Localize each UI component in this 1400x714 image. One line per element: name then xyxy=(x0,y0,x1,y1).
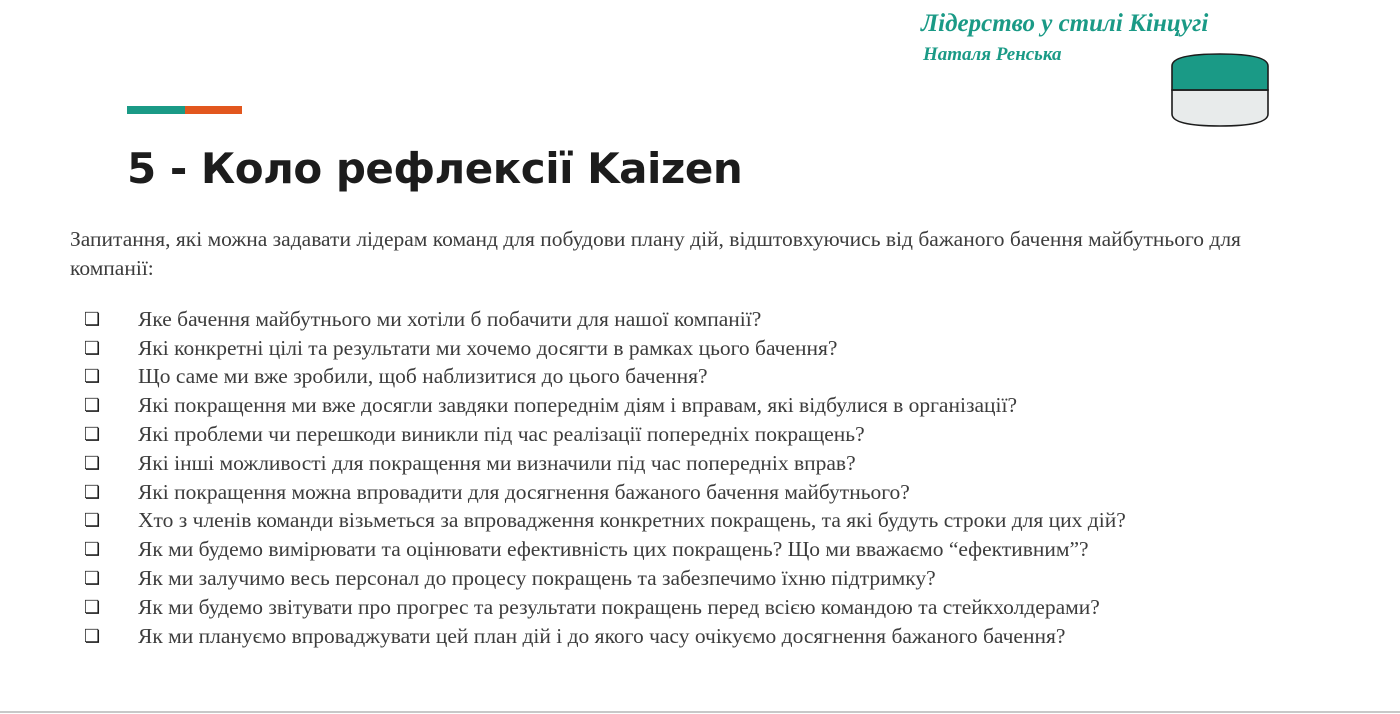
question-text: Як ми плануємо впроваджувати цей план дій і до якого часу очікуємо досягнення бажаного бачення? xyxy=(138,623,1066,648)
checkbox-icon: ❏ xyxy=(84,337,101,359)
checkbox-icon: ❏ xyxy=(84,424,101,446)
list-item xyxy=(84,622,1126,651)
question-text: Які покращення можна впровадити для досягнення бажаного бачення майбутнього? xyxy=(138,479,910,504)
question-list xyxy=(84,305,1126,651)
list-item xyxy=(84,564,1126,593)
checkbox-icon: ❏ xyxy=(84,568,101,590)
list-item xyxy=(84,305,1126,334)
logo-bottom-half xyxy=(1172,90,1268,126)
slide-title: 5 - Коло рефлексії Kaizen xyxy=(127,144,743,193)
list-item xyxy=(84,449,1126,478)
checkbox-icon: ❏ xyxy=(84,308,101,330)
list-item xyxy=(84,593,1126,622)
question-text: Як ми будемо вимірювати та оцінювати ефективність цих покращень? Що ми вважаємо “ефективним”? xyxy=(138,537,1089,562)
list-item xyxy=(84,478,1126,507)
checkbox-icon: ❏ xyxy=(84,366,101,388)
checkbox-icon: ❏ xyxy=(84,625,101,647)
list-item xyxy=(84,363,1126,392)
logo-top-half xyxy=(1172,54,1268,90)
checkbox-icon: ❏ xyxy=(84,510,101,532)
question-text: Які проблеми чи перешкоди виникли під час реалізації попередніх покращень? xyxy=(138,422,865,447)
checkbox-icon: ❏ xyxy=(84,395,101,417)
checkbox-icon: ❏ xyxy=(84,452,101,474)
checkbox-icon: ❏ xyxy=(84,481,101,503)
checkbox-icon: ❏ xyxy=(84,539,101,561)
list-item xyxy=(84,391,1126,420)
logo-icon xyxy=(1168,50,1272,132)
accent-bar-teal xyxy=(127,106,185,114)
bottom-divider xyxy=(0,711,1400,713)
accent-bar xyxy=(127,106,242,114)
question-text: Як ми залучимо весь персонал до процесу покращень та забезпечимо їхню підтримку? xyxy=(138,566,936,591)
accent-bar-orange xyxy=(185,106,242,114)
list-item xyxy=(84,334,1126,363)
author-name: Наталя Ренська xyxy=(923,44,1062,65)
question-text: Які інші можливості для покращення ми визначили під час попередніх вправ? xyxy=(138,450,856,475)
question-text: Які конкретні цілі та результати ми хочемо досягти в рамках цього бачення? xyxy=(138,335,838,360)
question-text: Хто з членів команди візьметься за впровадження конкретних покращень, та які будуть строки для цих дій? xyxy=(138,508,1126,533)
list-item xyxy=(84,535,1126,564)
question-text: Що саме ми вже зробили, щоб наблизитися до цього бачення? xyxy=(138,364,708,389)
question-text: Яке бачення майбутнього ми хотіли б побачити для нашої компанії? xyxy=(138,306,762,331)
list-item xyxy=(84,507,1126,536)
presentation-title: Лідерство у стилі Кінцугі xyxy=(921,10,1209,37)
question-text: Які покращення ми вже досягли завдяки попереднім діям і вправам, які відбулися в організації? xyxy=(138,393,1017,418)
checkbox-icon: ❏ xyxy=(84,596,101,618)
question-text: Як ми будемо звітувати про прогрес та результати покращень перед всією командою та стейкхолдерами? xyxy=(138,594,1100,619)
intro-text: Запитання, які можна задавати лідерам команд для побудови плану дій, відштовхуючись від бажаного бачення майбутнього для компанії: xyxy=(70,227,1241,280)
list-item xyxy=(84,420,1126,449)
